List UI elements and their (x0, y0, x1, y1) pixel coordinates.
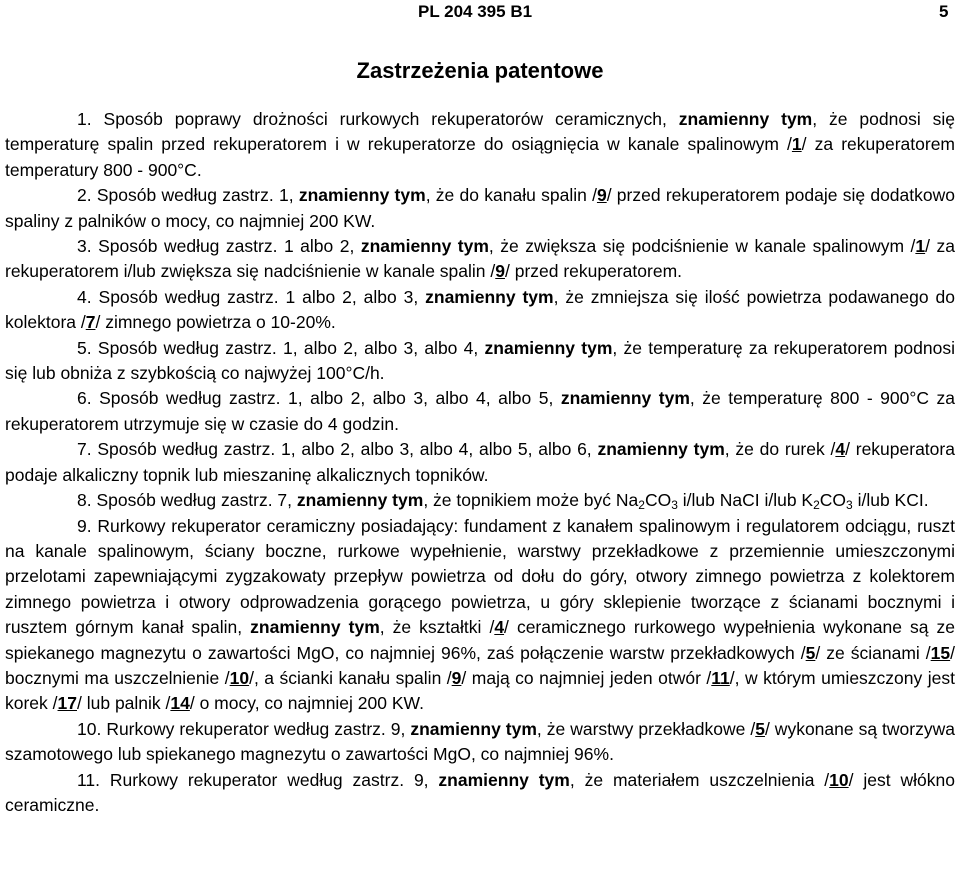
claim-text: CO (819, 490, 847, 511)
claim-text: , że kształtki / (379, 617, 495, 638)
claim-text: Sposób według zastrz. 1, albo 2, albo 3, albo 4, (97, 337, 485, 358)
claim-keyword: znamienny tym (250, 617, 380, 638)
claim-keyword: znamienny tym (438, 769, 570, 790)
claim-text: / zimnego powietrza o 10-20%. (95, 312, 336, 333)
claim-2 (5, 183, 955, 234)
claim-9 (5, 514, 955, 717)
subscript-text: 2 (638, 498, 645, 513)
claim-text: 6. (77, 388, 92, 409)
claim-text: Rurkowy rekuperator ceramiczny posiadający: fundament z kanałem spalinowym i regulatorem odciągu, ruszt na kanale spalinowym, ściany boczne, rurkowe wypełnienie, warstwy przekładkowe z przemiennie umieszczonymi przelotami zapewniającymi zygzakowaty przepływ powietrza od dołu do góry, otwory zimnego powietrza z kolektorem zimnego powietrza i otwory odprowadzenia gorącego powietrza, u góry sklepienie tworzące z ścianami bocznymi i rusztem górnym kanał spalin, (5, 515, 955, 638)
claim-keyword: znamienny tym (360, 236, 489, 257)
claim-text: 11. (77, 769, 101, 790)
page-header (0, 2, 960, 26)
claim-text: Sposób według zastrz. 1, (96, 185, 299, 206)
claim-keyword: znamienny tym (560, 388, 690, 409)
reference-numeral: 4 (835, 439, 846, 460)
reference-numeral: 10 (229, 667, 250, 688)
claim-text: , że zmniejsza się ilość powietrza podawanego do kolektora / (5, 286, 955, 333)
reference-numeral: 9 (495, 261, 505, 282)
claim-text: / mają co najmniej jeden otwór / (461, 667, 712, 688)
claim-text: Rurkowy rekuperator według zastrz. 9, (109, 769, 439, 790)
claim-4 (5, 285, 955, 336)
reference-numeral: 1 (791, 134, 802, 155)
claim-text: , że zwiększa się podciśnienie w kanale spalinowym / (488, 236, 916, 257)
claim-text: , że do kanału spalin / (425, 185, 597, 206)
claim-text: / wykonane są tworzywa szamotowego lub spiekanego magnezytu o zawartości MgO, co najmniej 96%. (5, 718, 955, 765)
claim-text: / o mocy, co najmniej 200 KW. (189, 693, 424, 714)
claim-text: 9. (77, 515, 92, 536)
subscript-text: 2 (813, 498, 820, 513)
claim-text: / ze ścianami / (815, 642, 931, 663)
claim-keyword: znamienny tym (298, 185, 426, 206)
claim-text: Sposób według zastrz. 1 albo 2, (98, 236, 361, 257)
claim-text: 1. (77, 109, 92, 129)
claim-text: i/lub KCI. (852, 490, 929, 511)
claim-text: / bocznymi ma uszczelnienie / (5, 642, 955, 688)
claim-text: / lub palnik / (77, 693, 171, 714)
claim-text: , że warstwy przekładkowe / (536, 718, 756, 739)
claim-text: Sposób według zastrz. 1, albo 2, albo 3, albo 4, albo 5, albo 6, (97, 439, 598, 460)
claim-text: /, w którym umieszczony jest korek / (5, 667, 955, 714)
claim-text: 3. (77, 236, 92, 257)
claim-text: Sposób według zastrz. 1 albo 2, albo 3, (98, 286, 426, 307)
document-number: PL 204 395 B1 (418, 2, 533, 21)
reference-numeral: 5 (755, 718, 765, 739)
page-number: 5 (939, 2, 949, 21)
claim-text: /, a ścianki kanału spalin / (249, 667, 452, 688)
claim-text: , że topnikiem może być Na (423, 490, 639, 511)
claim-text: 8. (77, 490, 92, 511)
claim-text: 7. (77, 439, 92, 460)
reference-numeral: 9 (451, 667, 462, 688)
claim-keyword: znamienny tym (296, 490, 424, 511)
reference-numeral: 15 (930, 642, 951, 663)
claim-text: / rekuperatora podaje alkaliczny topnik lub mieszaninę alkalicznych topników. (5, 439, 955, 485)
claim-text: , że podnosi się temperaturę spalin przed rekuperatorem i w rekuperatorze do osiągnięcia w kanale spalinowym / (5, 109, 955, 155)
reference-numeral: 10 (829, 769, 849, 790)
claim-text: / za rekuperatorem i/lub zwiększa się nadciśnienie w kanale spalin / (5, 236, 955, 282)
claims-list (5, 107, 955, 818)
claim-text: 2. (77, 185, 92, 206)
claim-11 (5, 768, 955, 819)
claim-7 (5, 437, 955, 488)
reference-numeral: 1 (915, 236, 926, 257)
claim-text: / jest włókno ceramiczne. (5, 769, 955, 815)
claim-text: / ceramicznego rurkowego wypełnienia wykonane są ze spiekanego magnezytu o zawartości MgO, co najmniej 96%, zaś połączenie warstw przekładkowych / (5, 617, 955, 663)
claim-text: 4. (77, 286, 92, 307)
section-title: Zastrzeżenia patentowe (356, 58, 604, 83)
claim-text: / za rekuperatorem temperatury 800 - 900°C. (5, 134, 956, 180)
reference-numeral: 14 (170, 693, 190, 714)
claim-text: / przed rekuperatorem podaje się dodatkowo spaliny z palników o mocy, co najmniej 200 KW. (5, 185, 955, 231)
claim-keyword: znamienny tym (410, 718, 537, 739)
claim-text: Sposób według zastrz. 1, albo 2, albo 3, albo 4, albo 5, (99, 388, 561, 409)
claim-6 (5, 386, 955, 437)
claim-8 (5, 488, 955, 513)
claim-text: , że temperaturę za rekuperatorem podnosi się lub obniża z szybkością co najwyżej 100°C/h. (5, 337, 955, 384)
claim-text: Sposób poprawy drożności rurkowych rekuperatorów ceramicznych, (103, 109, 679, 129)
claim-keyword: znamienny tym (597, 439, 725, 460)
claim-text: 10. (77, 718, 102, 739)
claim-text: , że temperaturę 800 - 900°C za rekuperatorem utrzymuje się w czasie do 4 godzin. (5, 388, 955, 434)
reference-numeral: 11 (711, 667, 730, 688)
reference-numeral: 7 (85, 312, 96, 333)
reference-numeral: 4 (494, 617, 505, 638)
claim-text: i/lub NaCI i/lub K (677, 490, 814, 511)
claim-text: Rurkowy rekuperator według zastrz. 9, (106, 718, 411, 739)
claim-keyword: znamienny tym (425, 286, 554, 307)
claim-5 (5, 336, 955, 387)
claim-keyword: znamienny tym (678, 109, 813, 129)
subscript-text: 3 (671, 498, 678, 513)
claim-text: , że materiałem uszczelnienia / (569, 769, 830, 790)
claim-3 (5, 234, 955, 285)
claim-10 (5, 717, 955, 768)
reference-numeral: 17 (57, 693, 77, 714)
claim-text: / przed rekuperatorem. (504, 261, 683, 282)
reference-numeral: 5 (805, 642, 816, 663)
claim-keyword: znamienny tym (484, 337, 613, 358)
reference-numeral: 9 (596, 185, 607, 206)
claim-text: Sposób według zastrz. 7, (96, 490, 297, 511)
claim-1 (5, 107, 955, 183)
claim-text: 5. (77, 337, 92, 358)
claim-text: , że do rurek / (724, 439, 836, 460)
claim-text: CO (644, 490, 672, 511)
subscript-text: 3 (846, 498, 853, 513)
